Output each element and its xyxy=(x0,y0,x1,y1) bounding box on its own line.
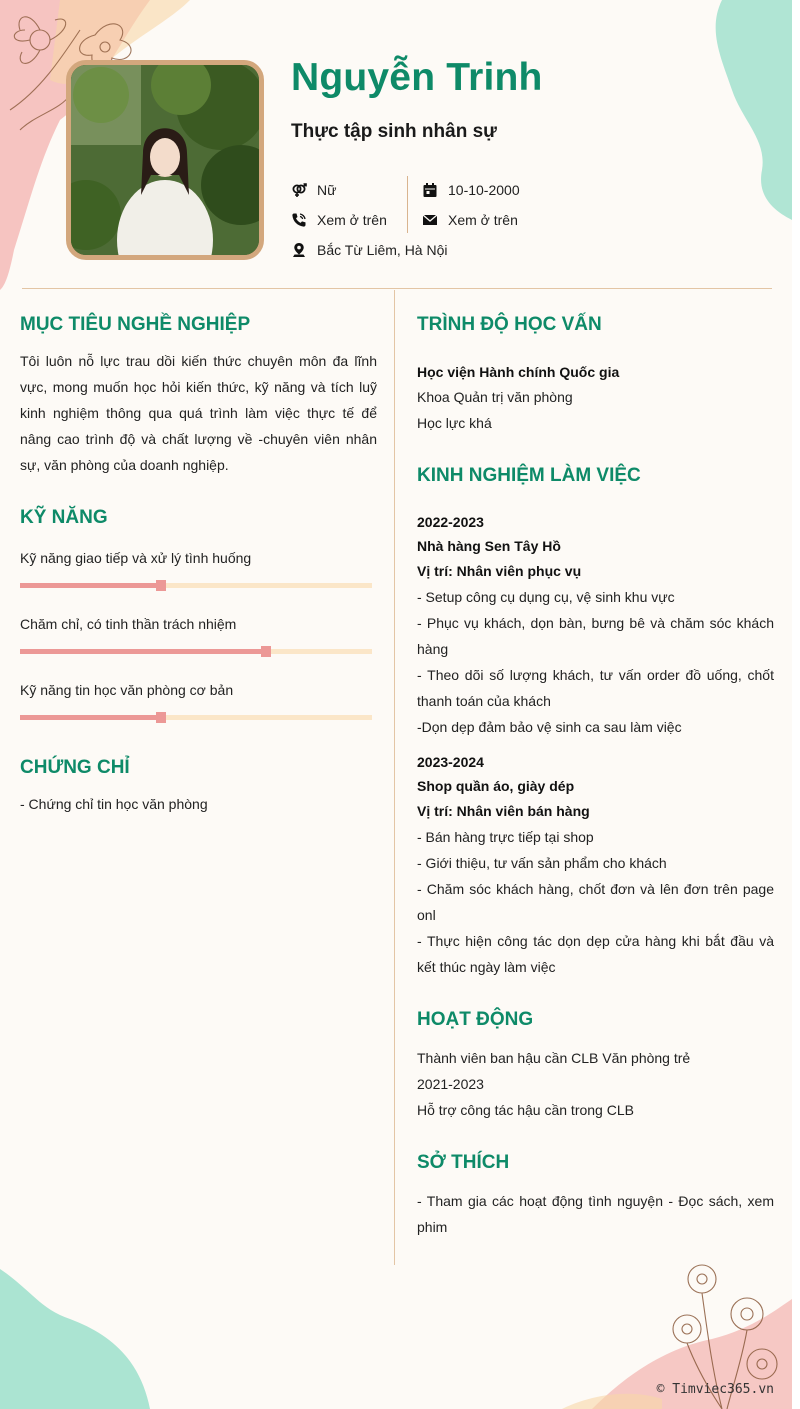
skill-bar xyxy=(20,583,372,588)
certificates-title: CHỨNG CHỈ xyxy=(20,757,130,778)
skill-bar-fill xyxy=(20,715,161,720)
gender-icon xyxy=(291,182,307,198)
job-duty: - Bán hàng trực tiếp tại shop xyxy=(417,829,594,845)
job-company: Shop quần áo, giày dép xyxy=(417,778,575,794)
envelope-icon xyxy=(422,212,438,228)
skill-label: Kỹ năng tin học văn phòng cơ bản xyxy=(20,682,234,698)
job-duty: - Phục vụ khách, dọn bàn, bưng bê và chăm sóc khách hàng xyxy=(417,615,774,657)
birthday-value: 10-10-2000 xyxy=(448,182,520,198)
objective-title: MỤC TIÊU NGHỀ NGHIỆP xyxy=(20,314,251,335)
profile-photo-placeholder xyxy=(71,65,259,255)
job-position: Vị trí: Nhân viên bán hàng xyxy=(417,803,590,819)
skill-bar xyxy=(20,715,372,720)
top-right-watercolor-decoration xyxy=(702,0,792,230)
info-divider xyxy=(407,176,408,233)
job-duty: -Dọn dẹp đảm bảo vệ sinh ca sau làm việc xyxy=(417,719,682,735)
education-faculty: Khoa Quản trị văn phòng xyxy=(417,389,573,405)
skill-bar xyxy=(20,649,372,654)
skill-bar-fill xyxy=(20,583,161,588)
activity-line: 2021-2023 xyxy=(417,1076,484,1092)
skill-bar-knob xyxy=(156,580,166,591)
job-period: 2023-2024 xyxy=(417,754,484,770)
bottom-left-watercolor-decoration xyxy=(0,1269,180,1409)
job-duty: - Setup công cụ dụng cụ, vệ sinh khu vực xyxy=(417,589,675,605)
copyright-watermark: © Timviec365.vn xyxy=(656,1382,774,1397)
activity-line: Hỗ trợ công tác hậu cần trong CLB xyxy=(417,1102,634,1118)
gender-value: Nữ xyxy=(317,182,337,198)
activities-title: HOẠT ĐỘNG xyxy=(417,1009,534,1030)
profile-photo xyxy=(66,60,264,260)
candidate-name: Nguyễn Trinh xyxy=(291,56,543,99)
header-divider xyxy=(22,288,772,289)
email-info xyxy=(422,212,518,228)
job-duty: - Theo dõi số lượng khách, tư vấn order đồ uống, chốt thanh toán của khách xyxy=(417,667,774,709)
job-company: Nhà hàng Sen Tây Hồ xyxy=(417,538,561,554)
location-icon xyxy=(291,242,307,258)
job-duty: - Thực hiện công tác dọn dẹp cửa hàng khi bắt đầu và kết thúc ngày làm việc xyxy=(417,933,774,975)
phone-icon xyxy=(291,212,307,228)
objective-text: Tôi luôn nỗ lực trau dồi kiến thức chuyên môn đa lĩnh vực, mong muốn học hỏi kiến thức, kỹ năng và tích luỹ kinh nghiệm thông qua quá trình làm việc thực tế để nâng cao trình độ và chất lượng về -chuyên viên nhân sự, văn phòng của doanh nghiệp. xyxy=(20,353,377,473)
education-title: TRÌNH ĐỘ HỌC VẤN xyxy=(417,314,602,335)
phone-info xyxy=(291,212,387,228)
job-duty: - Chăm sóc khách hàng, chốt đơn và lên đơn trên page onl xyxy=(417,881,774,923)
activity-line: Thành viên ban hậu cần CLB Văn phòng trẻ xyxy=(417,1050,691,1066)
column-divider xyxy=(394,290,395,1265)
education-school: Học viện Hành chính Quốc gia xyxy=(417,364,620,380)
skill-bar-knob xyxy=(261,646,271,657)
email-value: Xem ở trên xyxy=(448,212,518,228)
job-title: Thực tập sinh nhân sự xyxy=(291,121,497,142)
address-value: Bắc Từ Liêm, Hà Nội xyxy=(317,242,448,258)
certificate-item: - Chứng chỉ tin học văn phòng xyxy=(20,796,208,812)
skill-bar-fill xyxy=(20,649,266,654)
job-duty: - Giới thiệu, tư vấn sản phẩm cho khách xyxy=(417,855,667,871)
job-position: Vị trí: Nhân viên phục vụ xyxy=(417,563,582,579)
skills-title: KỸ NĂNG xyxy=(20,507,108,528)
birthday-info xyxy=(422,182,520,198)
education-grade: Học lực khá xyxy=(417,415,492,431)
experience-title: KINH NGHIỆM LÀM VIỆC xyxy=(417,465,641,486)
skill-label: Chăm chỉ, có tinh thần trách nhiệm xyxy=(20,616,237,632)
address-info xyxy=(291,242,448,258)
hobbies-text: - Tham gia các hoạt động tình nguyện - Đọc sách, xem phim xyxy=(417,1193,774,1235)
job-period: 2022-2023 xyxy=(417,514,484,530)
phone-value: Xem ở trên xyxy=(317,212,387,228)
gender-info xyxy=(291,182,336,198)
skill-bar-knob xyxy=(156,712,166,723)
skill-label: Kỹ năng giao tiếp và xử lý tình huống xyxy=(20,550,252,566)
hobbies-title: SỞ THÍCH xyxy=(417,1152,510,1173)
calendar-icon xyxy=(422,182,438,198)
